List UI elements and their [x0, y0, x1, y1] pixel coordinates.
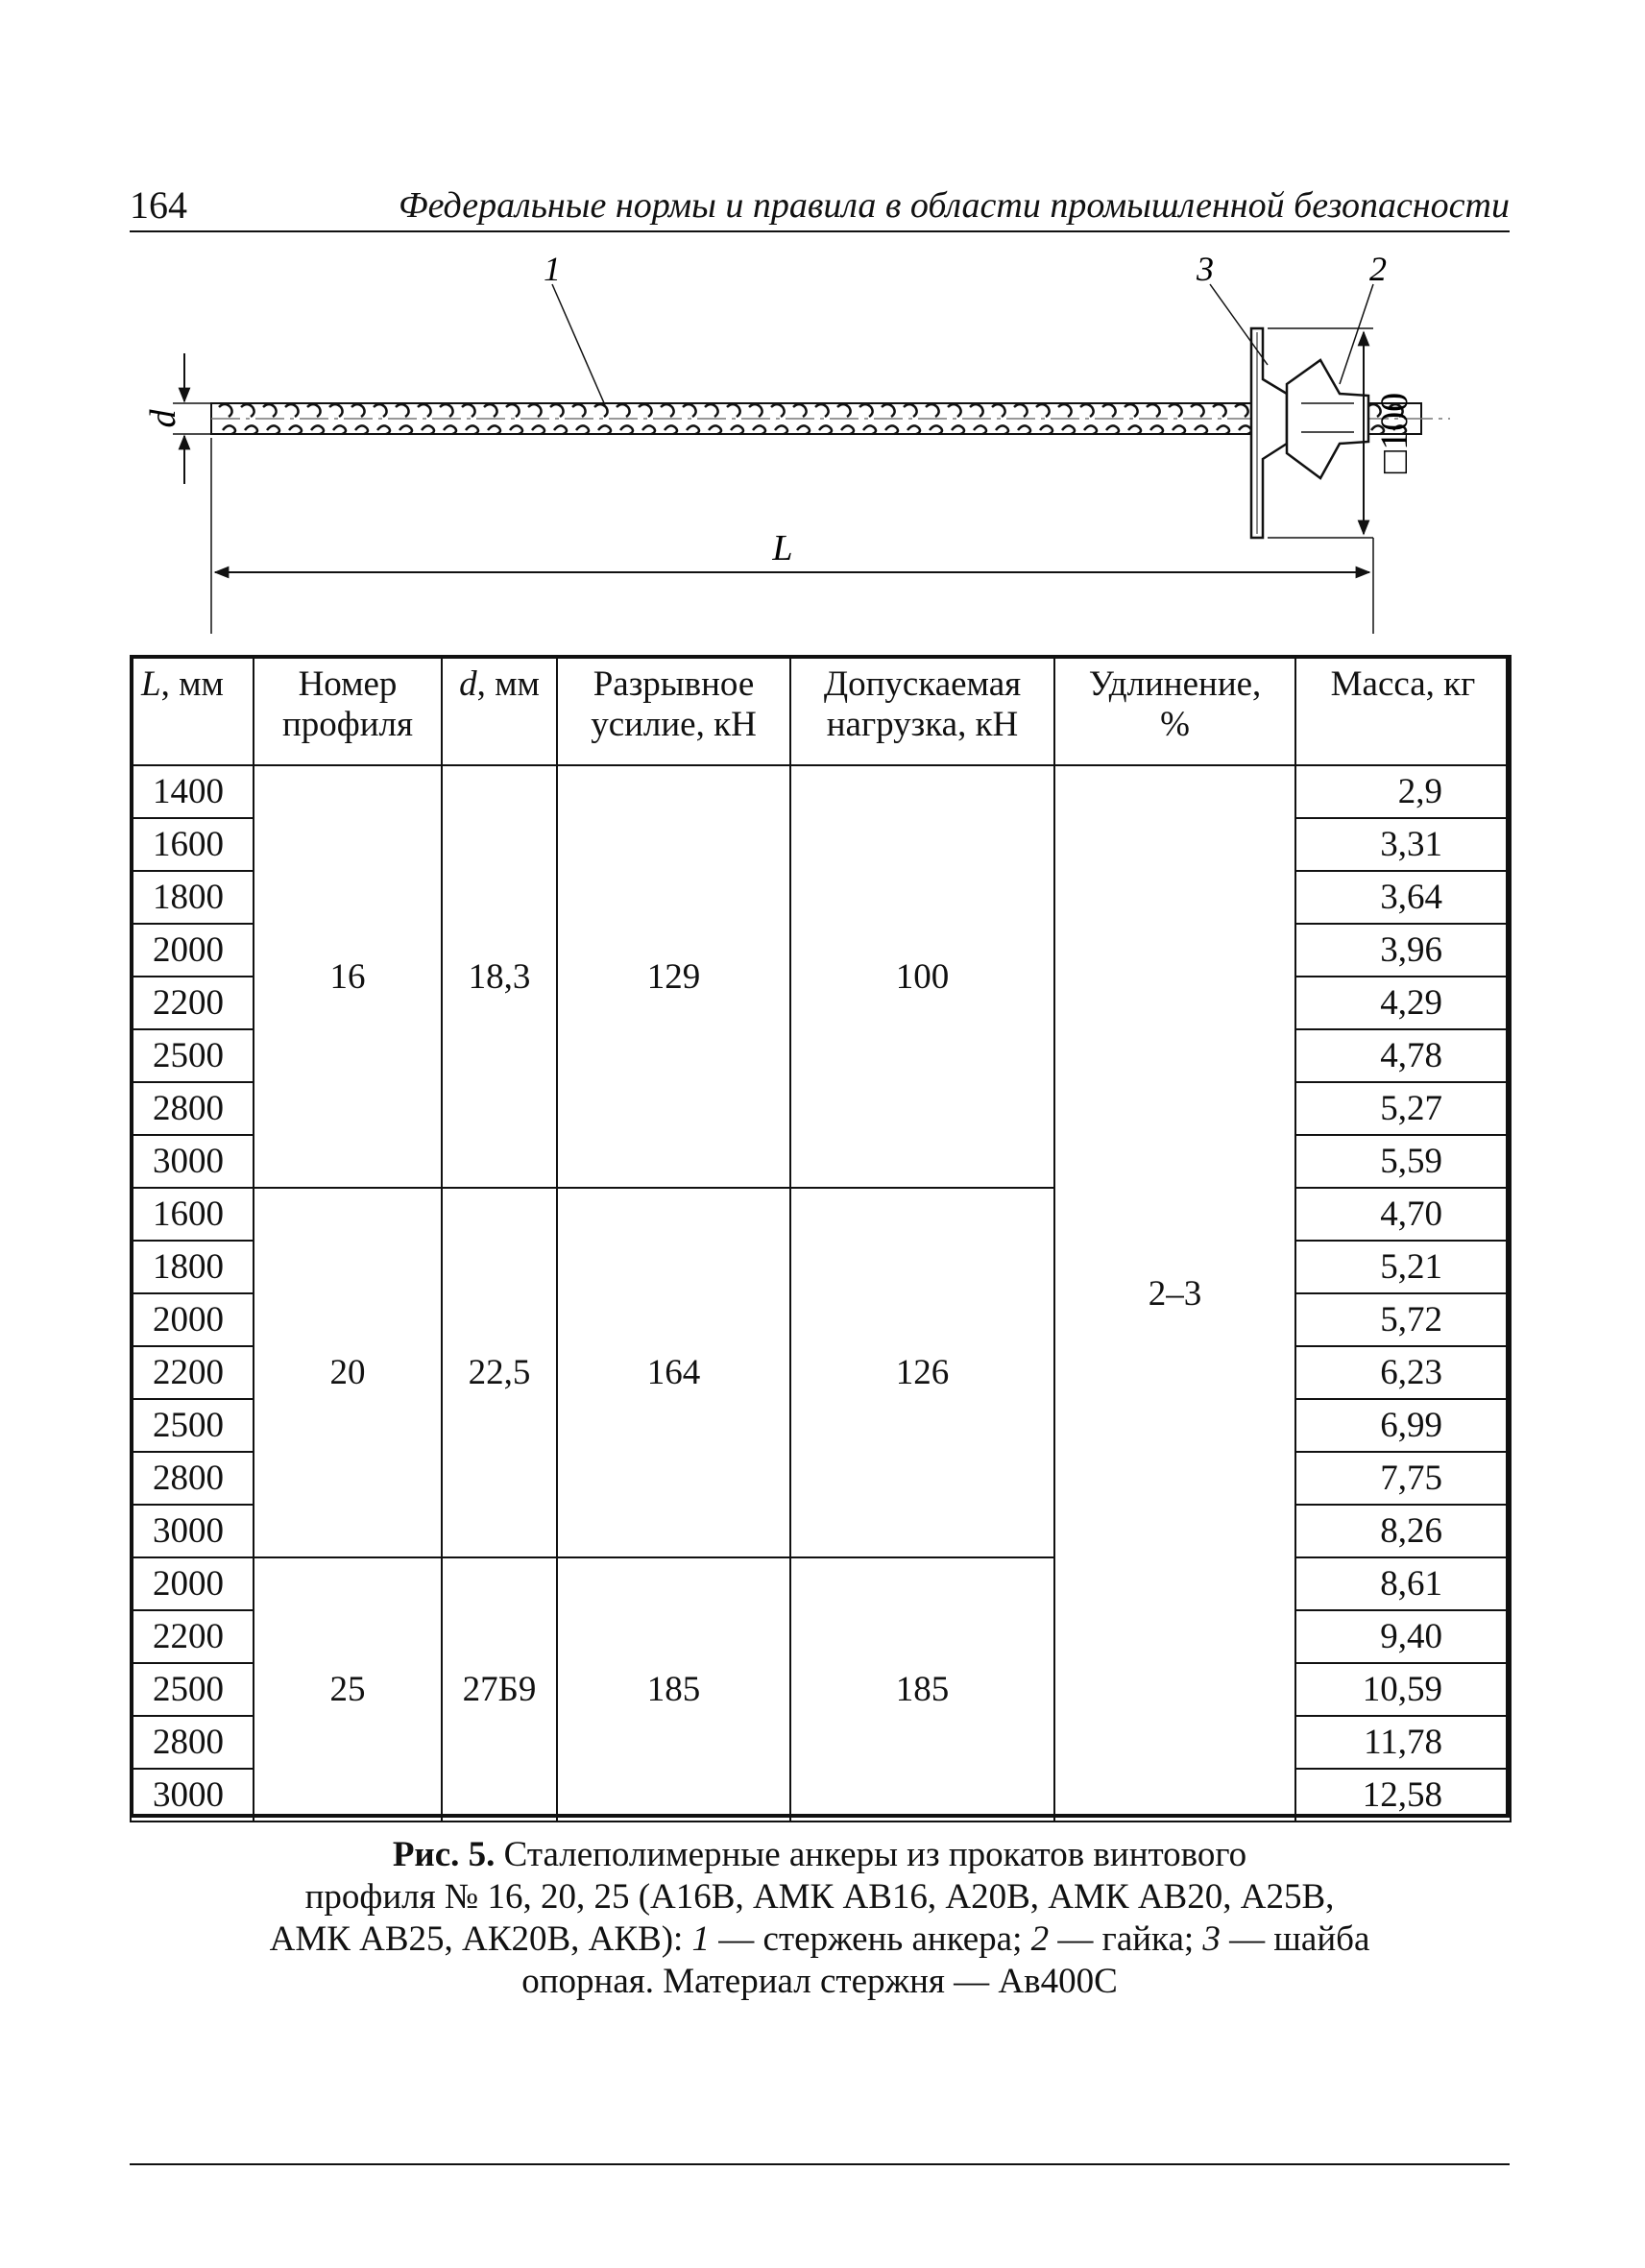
cell-mass: 4,70: [1295, 1188, 1511, 1241]
cell-profile: 25: [254, 1557, 442, 1822]
figure-caption: Рис. 5. Сталеполимерные анкеры из прокатов винтового профиля № 16, 20, 25 (А16В, АМК АВ16, А20В, АМК АВ20, А25В, АМК АВ25, АК20В, АКВ): 1 — стержень анкера; 2 — гайка; 3 — шайба опорная. Материал стержня — Ав400С: [269, 1835, 1370, 2001]
cell-length: 2800: [131, 1452, 254, 1505]
cell-diameter: 18,3: [442, 765, 557, 1188]
cell-length: 1800: [131, 871, 254, 924]
cell-length: 2200: [131, 1610, 254, 1663]
cell-allowed-load: 185: [790, 1557, 1054, 1822]
col-header-allowed-load: Допускаемая нагрузка, кН: [790, 656, 1054, 765]
table-header-row: [131, 656, 1511, 765]
cell-length: 2500: [131, 1029, 254, 1082]
cell-diameter: 27Б9: [442, 1557, 557, 1822]
cell-elongation: 2–3: [1054, 765, 1295, 1822]
col-header-length: L, мм: [131, 656, 254, 765]
page-number: 164: [130, 183, 187, 227]
cell-mass: 12,58: [1295, 1769, 1511, 1822]
length-dimension: [211, 438, 1373, 634]
table-row: [131, 765, 1511, 818]
cell-length: 3000: [131, 1769, 254, 1822]
footer-rule: [130, 2163, 1510, 2165]
cell-length: 2500: [131, 1399, 254, 1452]
cell-length: 2000: [131, 1557, 254, 1610]
cell-mass: 3,96: [1295, 924, 1511, 977]
cell-mass: 4,29: [1295, 977, 1511, 1029]
cell-length: 2200: [131, 1346, 254, 1399]
cell-length: 2000: [131, 1293, 254, 1346]
anchor-drawing: [143, 240, 1517, 643]
col-header-elongation: Удлинение, %: [1054, 656, 1295, 765]
cell-mass: 8,61: [1295, 1557, 1511, 1610]
cell-mass: 8,26: [1295, 1505, 1511, 1557]
cell-mass: 10,59: [1295, 1663, 1511, 1716]
cell-length: 3000: [131, 1135, 254, 1188]
cell-length: 2800: [131, 1716, 254, 1769]
cell-break-force: 129: [557, 765, 790, 1188]
length-label: L: [772, 528, 793, 568]
diameter-dimension: [143, 353, 211, 484]
cell-mass: 6,23: [1295, 1346, 1511, 1399]
cell-break-force: 164: [557, 1188, 790, 1557]
col-header-profile: Номер профиля: [254, 656, 442, 765]
callout-2: 2: [1369, 250, 1387, 288]
cell-mass: 6,99: [1295, 1399, 1511, 1452]
col-header-break-force: Разрывное усилие, кН: [557, 656, 790, 765]
cell-mass: 5,21: [1295, 1241, 1511, 1293]
table-row: [131, 1188, 1511, 1241]
cell-mass: 5,27: [1295, 1082, 1511, 1135]
cell-mass: 7,75: [1295, 1452, 1511, 1505]
spec-table: [130, 655, 1512, 1822]
cell-profile: 20: [254, 1188, 442, 1557]
running-title: Федеральные нормы и правила в области промышленной безопасности: [399, 185, 1510, 226]
nut: [1287, 360, 1368, 478]
plate-size-label: □100: [1372, 392, 1415, 474]
cell-profile: 16: [254, 765, 442, 1188]
diameter-label: d: [143, 409, 183, 428]
cell-length: 2500: [131, 1663, 254, 1716]
cell-length: 2800: [131, 1082, 254, 1135]
cell-mass: 5,72: [1295, 1293, 1511, 1346]
cell-length: 2200: [131, 977, 254, 1029]
callout-3: 3: [1197, 250, 1214, 288]
page-header: [130, 181, 1510, 230]
spec-table-wrap: [130, 655, 1510, 1822]
cell-mass: 5,59: [1295, 1135, 1511, 1188]
cell-allowed-load: 126: [790, 1188, 1054, 1557]
support-washer: [1251, 328, 1287, 538]
header-rule: [130, 230, 1510, 232]
cell-diameter: 22,5: [442, 1188, 557, 1557]
cell-mass: 3,64: [1295, 871, 1511, 924]
cell-length: 1800: [131, 1241, 254, 1293]
cell-mass: 11,78: [1295, 1716, 1511, 1769]
callout-1: 1: [544, 250, 561, 288]
cell-length: 3000: [131, 1505, 254, 1557]
table-row: [131, 1557, 1511, 1610]
cell-mass: 9,40: [1295, 1610, 1511, 1663]
cell-mass: 4,78: [1295, 1029, 1511, 1082]
cell-length: 1400: [131, 765, 254, 818]
figure-label: Рис. 5.: [392, 1835, 496, 1874]
cell-length: 1600: [131, 818, 254, 871]
cell-mass: 3,31: [1295, 818, 1511, 871]
col-header-mass: Масса, кг: [1295, 656, 1511, 765]
col-header-diameter: d, мм: [442, 656, 557, 765]
cell-length: 2000: [131, 924, 254, 977]
cell-mass: 2,9: [1295, 765, 1511, 818]
cell-allowed-load: 100: [790, 765, 1054, 1188]
cell-length: 1600: [131, 1188, 254, 1241]
cell-break-force: 185: [557, 1557, 790, 1822]
